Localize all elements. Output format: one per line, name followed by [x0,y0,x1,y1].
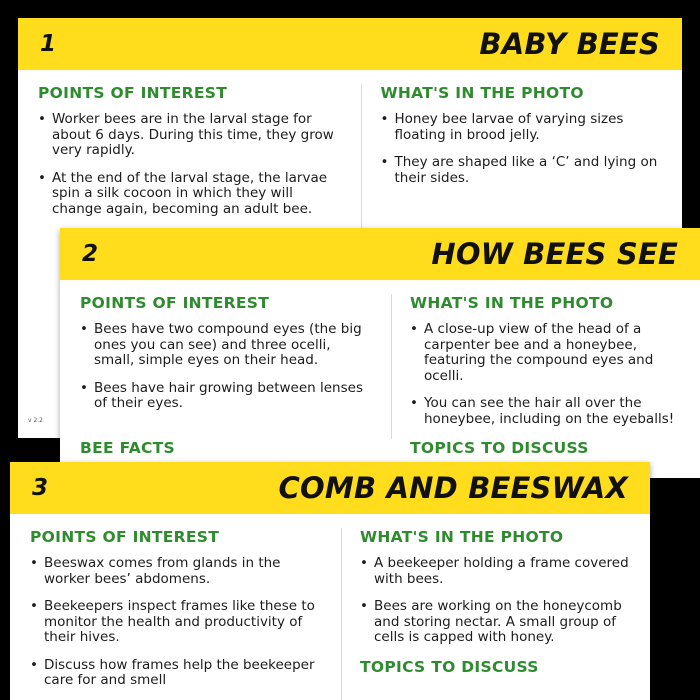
card-3-title: COMB AND BEESWAX [278,471,628,505]
card-2-bee-facts-heading: BEE FACTS [80,439,176,457]
card-1-whats-in-the-photo-list [380,112,662,186]
card-2-whats-in-the-photo-heading: WHAT'S IN THE PHOTO [410,294,614,312]
card-1-body [18,70,682,229]
card-1-header [18,18,682,70]
list-item: • A close-up view of the head of a carpenter bee and a honeybee, featuring the compound eyes and ocelli. [410,322,680,384]
list-item: • Discuss how frames help the beekeeper care for and smell [30,658,325,689]
card-3-header [10,462,650,514]
list-item: • Beeswax comes from glands in the worker bees’ abdomens. [30,556,325,587]
card-3-whats-in-the-photo-column [342,528,630,700]
card-3-body [10,514,650,700]
list-item: • Worker bees are in the larval stage for about 6 days. During this time, they grow very rapidly. [38,112,345,159]
card-1-whats-in-the-photo-heading: WHAT'S IN THE PHOTO [380,84,584,102]
card-3-number: 3 [32,475,49,501]
card-1-version-tag: v 2.2 [28,417,43,424]
list-item: • You can see the hair all over the honeybee, including on the eyeballs! [410,396,680,427]
card-2-body [60,280,700,439]
list-item: • Honey bee larvae of varying sizes floating in brood jelly. [380,112,662,143]
list-item: • They are shaped like a ‘C’ and lying on their sides. [380,155,662,186]
card-2-points-of-interest-list [80,322,375,412]
card-1-title: BABY BEES [479,27,660,61]
info-card-2 [60,228,700,478]
card-1-points-of-interest-column [38,84,362,229]
card-1-points-of-interest-list [38,112,345,217]
card-1-points-of-interest-heading: POINTS OF INTEREST [38,84,228,102]
card-2-whats-in-the-photo-list [410,322,680,427]
card-2-whats-in-the-photo-column [392,294,680,439]
card-2-points-of-interest-column [80,294,392,439]
card-1-whats-in-the-photo-column [362,84,662,229]
list-item: • At the end of the larval stage, the larvae spin a silk cocoon in which they will change again, becoming an adult bee. [38,171,345,218]
list-item: • Beekeepers inspect frames like these to monitor the health and productivity of their hives. [30,599,325,646]
card-2-header [60,228,700,280]
list-item: • A beekeeper holding a frame covered with bees. [360,556,630,587]
card-3-topics-to-discuss-heading: TOPICS TO DISCUSS [360,657,539,676]
list-item: • Bees have two compound eyes (the big ones you can see) and three ocelli, small, simple eyes on their head. [80,322,375,369]
card-3-whats-in-the-photo-heading: WHAT'S IN THE PHOTO [360,528,564,546]
card-2-points-of-interest-heading: POINTS OF INTEREST [80,294,270,312]
list-item: • Bees are working on the honeycomb and storing nectar. A small group of cells is capped with honey. [360,599,630,646]
card-3-points-of-interest-list [30,556,325,689]
info-card-3 [10,462,650,700]
card-3-points-of-interest-column [30,528,342,700]
card-3-points-of-interest-heading: POINTS OF INTEREST [30,528,220,546]
card-2-topics-to-discuss-heading: TOPICS TO DISCUSS [410,439,589,457]
card-1-number: 1 [40,31,57,57]
card-2-number: 2 [82,241,99,267]
card-3-whats-in-the-photo-list [360,556,630,646]
list-item: • Bees have hair growing between lenses of their eyes. [80,381,375,412]
card-2-title: HOW BEES SEE [431,237,678,271]
